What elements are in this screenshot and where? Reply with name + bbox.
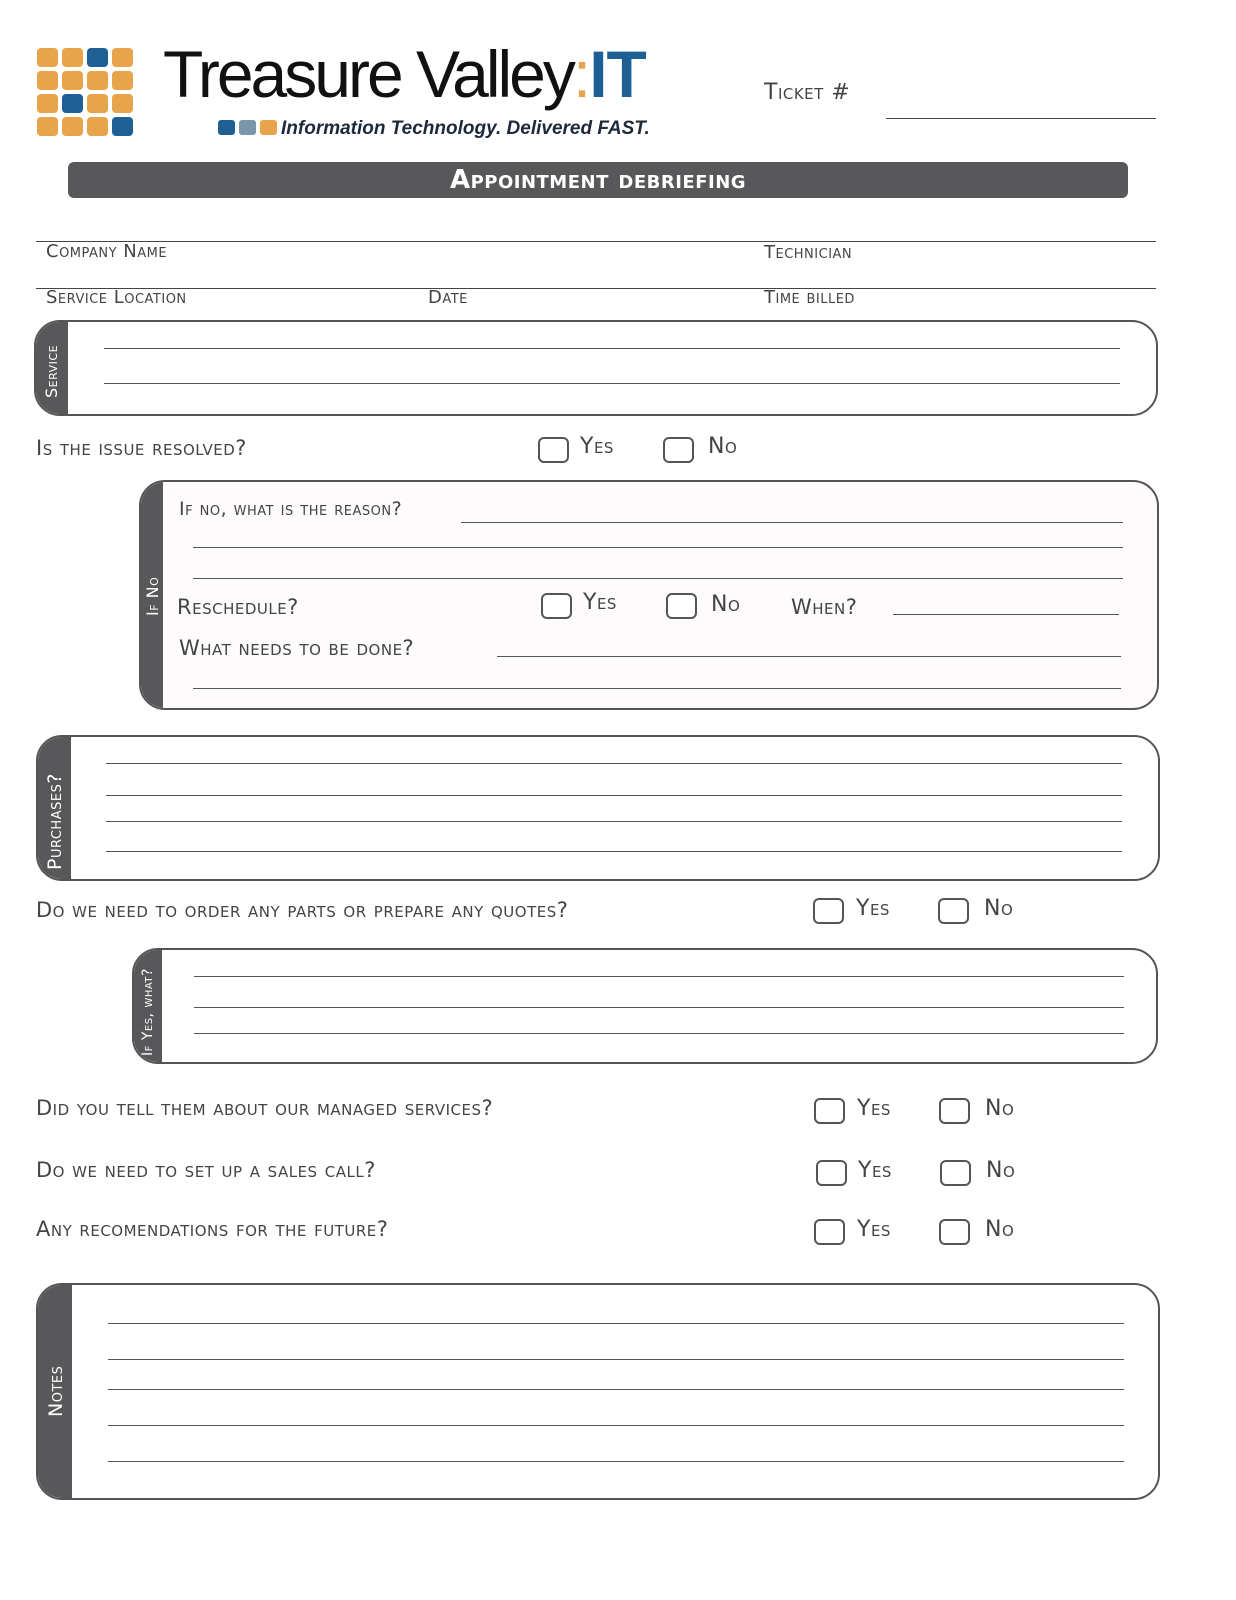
reason-field[interactable]	[461, 522, 1123, 523]
page-title: Appointment debriefing	[68, 162, 1128, 198]
no-label: No	[711, 592, 741, 617]
no-label: No	[984, 896, 1014, 921]
notes-tab-label: Notes	[45, 1365, 67, 1417]
what-needs-question: What needs to be done?	[179, 636, 415, 660]
purchases-tab-label: Purchases?	[44, 773, 66, 870]
purchases-line[interactable]	[106, 851, 1122, 852]
tag-square-icon	[239, 120, 256, 135]
if-yes-what-tab-label: If Yes, what?	[140, 968, 156, 1056]
purchases-line[interactable]	[106, 795, 1122, 796]
issue-resolved-yes-checkbox[interactable]	[538, 437, 569, 463]
yes-label: Yes	[858, 1158, 892, 1183]
managed-services-no-checkbox[interactable]	[939, 1098, 970, 1124]
company-name-label: Company Name	[46, 241, 168, 262]
tag-square-icon	[260, 120, 277, 135]
tagline: Information Technology. Delivered FAST.	[218, 118, 650, 140]
no-label: No	[986, 1158, 1016, 1183]
parts-quotes-no-checkbox[interactable]	[938, 898, 969, 924]
notes-line[interactable]	[108, 1389, 1124, 1390]
no-label: No	[985, 1217, 1015, 1242]
if-yes-what-line[interactable]	[194, 1033, 1124, 1034]
ticket-field[interactable]	[886, 118, 1156, 119]
ticket-label: Ticket #	[764, 80, 851, 105]
sales-call-no-checkbox[interactable]	[940, 1160, 971, 1186]
what-needs-line[interactable]	[193, 688, 1121, 689]
logo-mark	[37, 48, 139, 140]
recommendations-no-checkbox[interactable]	[939, 1219, 970, 1245]
yes-label: Yes	[857, 1217, 891, 1242]
service-line[interactable]	[104, 383, 1120, 384]
reason-line[interactable]	[193, 578, 1123, 579]
tag-square-icon	[218, 120, 235, 135]
purchases-line[interactable]	[106, 763, 1122, 764]
service-location-field[interactable]	[36, 288, 1156, 289]
if-no-panel	[139, 480, 1159, 710]
purchases-panel	[36, 735, 1160, 881]
service-line[interactable]	[104, 348, 1120, 349]
notes-line[interactable]	[108, 1461, 1124, 1462]
if-no-tab-label: If No	[143, 576, 162, 616]
yes-label: Yes	[580, 434, 614, 459]
notes-line[interactable]	[108, 1425, 1124, 1426]
managed-services-question: Did you tell them about our managed services?	[36, 1096, 494, 1120]
reschedule-question: Reschedule?	[177, 595, 299, 619]
date-label: Date	[428, 287, 468, 308]
notes-line[interactable]	[108, 1323, 1124, 1324]
managed-services-yes-checkbox[interactable]	[814, 1098, 845, 1124]
issue-resolved-question: Is the issue resolved?	[36, 436, 247, 460]
when-label: When?	[791, 595, 858, 619]
parts-quotes-yes-checkbox[interactable]	[813, 898, 844, 924]
service-tab-label: Service	[42, 344, 61, 398]
company-name-field[interactable]	[36, 241, 1156, 242]
when-field[interactable]	[893, 614, 1119, 615]
service-panel	[34, 320, 1158, 416]
brand-name: Treasure Valley:IT	[163, 37, 646, 111]
no-label: No	[708, 434, 738, 459]
time-billed-label: Time billed	[764, 287, 855, 308]
sales-call-question: Do we need to set up a sales call?	[36, 1158, 376, 1182]
parts-quotes-question: Do we need to order any parts or prepare any quotes?	[36, 898, 569, 922]
what-needs-field[interactable]	[497, 656, 1121, 657]
reschedule-no-checkbox[interactable]	[666, 593, 697, 619]
recommendations-question: Any recomendations for the future?	[36, 1217, 389, 1241]
service-location-label: Service Location	[46, 287, 187, 308]
sales-call-yes-checkbox[interactable]	[816, 1160, 847, 1186]
purchases-line[interactable]	[106, 821, 1122, 822]
reason-line[interactable]	[193, 547, 1123, 548]
yes-label: Yes	[856, 896, 890, 921]
if-yes-what-panel	[132, 948, 1158, 1064]
reschedule-yes-checkbox[interactable]	[541, 593, 572, 619]
recommendations-yes-checkbox[interactable]	[814, 1219, 845, 1245]
no-label: No	[985, 1096, 1015, 1121]
if-yes-what-line[interactable]	[194, 1007, 1124, 1008]
yes-label: Yes	[857, 1096, 891, 1121]
yes-label: Yes	[583, 590, 617, 615]
technician-label: Technician	[764, 242, 853, 263]
if-yes-what-line[interactable]	[194, 976, 1124, 977]
notes-line[interactable]	[108, 1359, 1124, 1360]
notes-panel	[36, 1283, 1160, 1500]
reason-question: If no, what is the reason?	[179, 498, 403, 520]
issue-resolved-no-checkbox[interactable]	[663, 437, 694, 463]
